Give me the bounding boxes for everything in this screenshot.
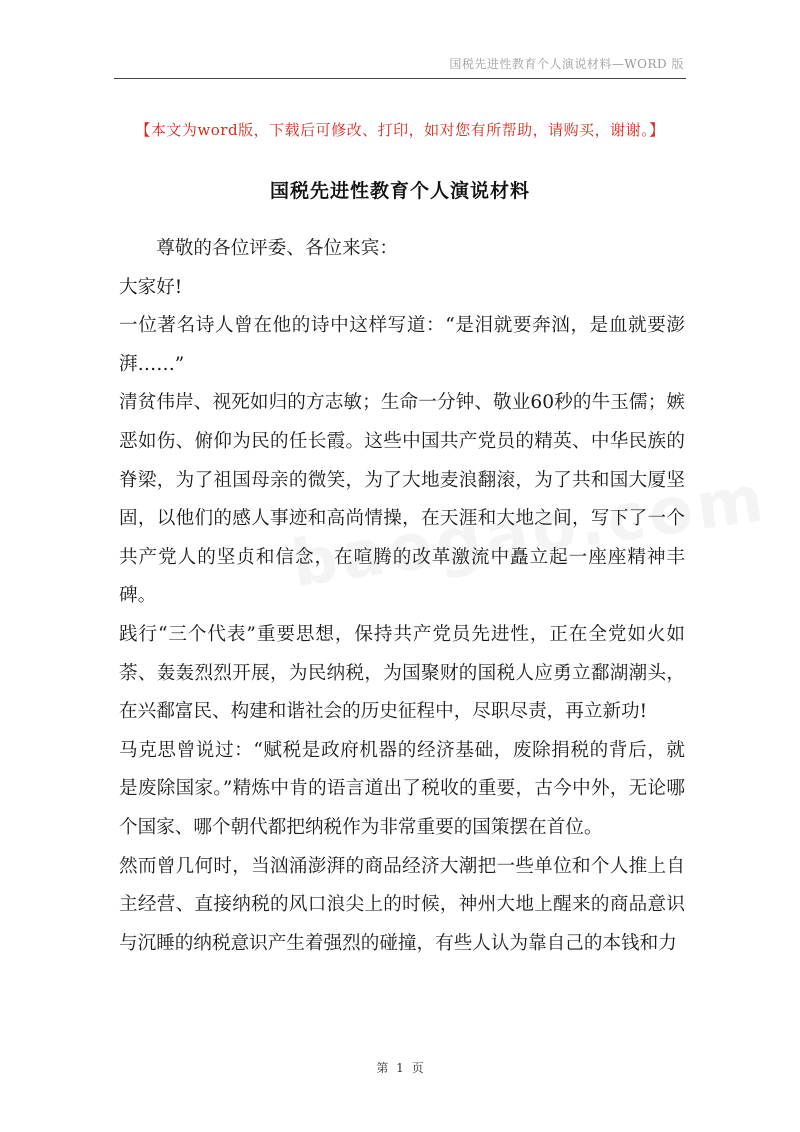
greeting-paragraph: 大家好! (119, 276, 183, 298)
page-footer (0, 1059, 800, 1076)
purchase-notice: 【本文为word版，下载后可修改、打印，如对您有所帮助，请购买，谢谢。】 (135, 121, 665, 139)
running-header: 国税先进性教育个人演说材料—WORD 版 (449, 57, 684, 71)
body-paragraph: 马克思曾说过：“赋税是政府机器的经济基础，废除捐税的背后，就是废除国家。”精炼中肯的语言道出了税收的重要，古今中外，无论哪个国家、哪个朝代都把纳税作为非常重要的国策摆在首位。 (119, 739, 685, 838)
document-body (119, 230, 685, 963)
body-paragraph: 清贫伟岸、视死如归的方志敏；生命一分钟、敬业60秒的牛玉儒；嫉恶如伤、俯仰为民的任长霞。这些中国共产党员的精英、中华民族的脊梁，为了祖国母亲的微笑，为了大地麦浪翻滚，为了共和国大厦坚固，以他们的感人事迹和高尚情操，在天涯和大地之间，写下了一个共产党人的坚贞和信念，在喧腾的改革激流中矗立起一座座精神丰碑。 (119, 392, 685, 607)
page-number: 1 (396, 1061, 404, 1075)
body-paragraph: 践行“三个代表”重要思想，保持共产党员先进性，正在全党如火如荼、轰轰烈烈开展，为民纳税，为国聚财的国税人应勇立鄱湖潮头，在兴鄱富民、构建和谐社会的历史征程中，尽职尽责，再立新功! (119, 623, 685, 723)
body-paragraph: 一位著名诗人曾在他的诗中这样写道：“是泪就要奔汹，是血就要澎湃……” (119, 315, 685, 375)
salutation-paragraph: 尊敬的各位评委、各位来宾： (156, 238, 398, 259)
header-divider (114, 78, 686, 79)
page-prefix: 第 (376, 1061, 389, 1075)
document-title: 国税先进性教育个人演说材料 (269, 180, 530, 202)
page-suffix: 页 (411, 1061, 424, 1075)
body-paragraph: 然而曾几何时，当汹涌澎湃的商品经济大潮把一些单位和个人推上自主经营、直接纳税的风口浪尖上的时候，神州大地上醒来的商品意识与沉睡的纳税意识产生着强烈的碰撞，有些人认为靠自己的本钱和力 (119, 855, 685, 954)
